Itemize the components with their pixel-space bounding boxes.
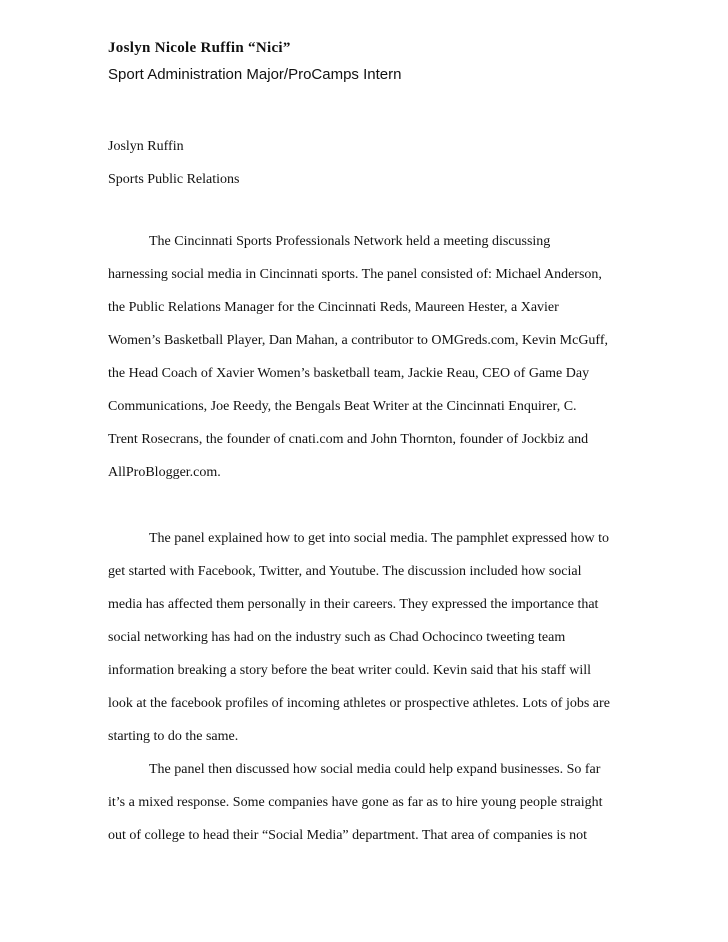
paragraph-line: media has affected them personally in their careers. They expressed the importance that (108, 597, 599, 612)
paragraph-line: the Head Coach of Xavier Women’s basketball team, Jackie Reau, CEO of Game Day (108, 366, 590, 381)
paragraph-line: starting to do the same. (108, 729, 239, 744)
author-line: Joslyn Ruffin (108, 139, 184, 154)
paragraph-line: The panel then discussed how social media could help expand businesses. So far (149, 762, 601, 777)
paragraph-line: Trent Rosecrans, the founder of cnati.com and John Thornton, founder of Jockbiz and (108, 432, 589, 447)
paragraph-line: harnessing social media in Cincinnati sports. The panel consisted of: Michael Anderson, (108, 267, 602, 282)
paragraph-line: Women’s Basketball Player, Dan Mahan, a contributor to OMGreds.com, Kevin McGuff, (108, 333, 609, 348)
paragraph-line: AllProBlogger.com. (108, 465, 221, 480)
paragraph-line: The Cincinnati Sports Professionals Network held a meeting discussing (149, 234, 551, 249)
paragraph-line: out of college to head their “Social Media” department. That area of companies is not (108, 828, 588, 843)
course-line: Sports Public Relations (108, 172, 240, 187)
paragraph-line: the Public Relations Manager for the Cincinnati Reds, Maureen Hester, a Xavier (108, 300, 559, 315)
paragraph-line: social networking has had on the industry such as Chad Ochocinco tweeting team (108, 630, 566, 645)
paragraph-line: information breaking a story before the beat writer could. Kevin said that his staff will (108, 663, 591, 678)
header-subtitle: Sport Administration Major/ProCamps Intern (108, 66, 402, 83)
paragraph-line: Communications, Joe Reedy, the Bengals Beat Writer at the Cincinnati Enquirer, C. (108, 399, 577, 414)
paragraph-line: get started with Facebook, Twitter, and Youtube. The discussion included how social (108, 564, 582, 579)
paragraph-line: it’s a mixed response. Some companies have gone as far as to hire young people straight (108, 795, 603, 810)
paragraph-line: look at the facebook profiles of incoming athletes or prospective athletes. Lots of jobs are (108, 696, 610, 711)
paragraph-line: The panel explained how to get into social media. The pamphlet expressed how to (149, 531, 610, 546)
header-name: Joslyn Nicole Ruffin “Nici” (108, 40, 291, 56)
